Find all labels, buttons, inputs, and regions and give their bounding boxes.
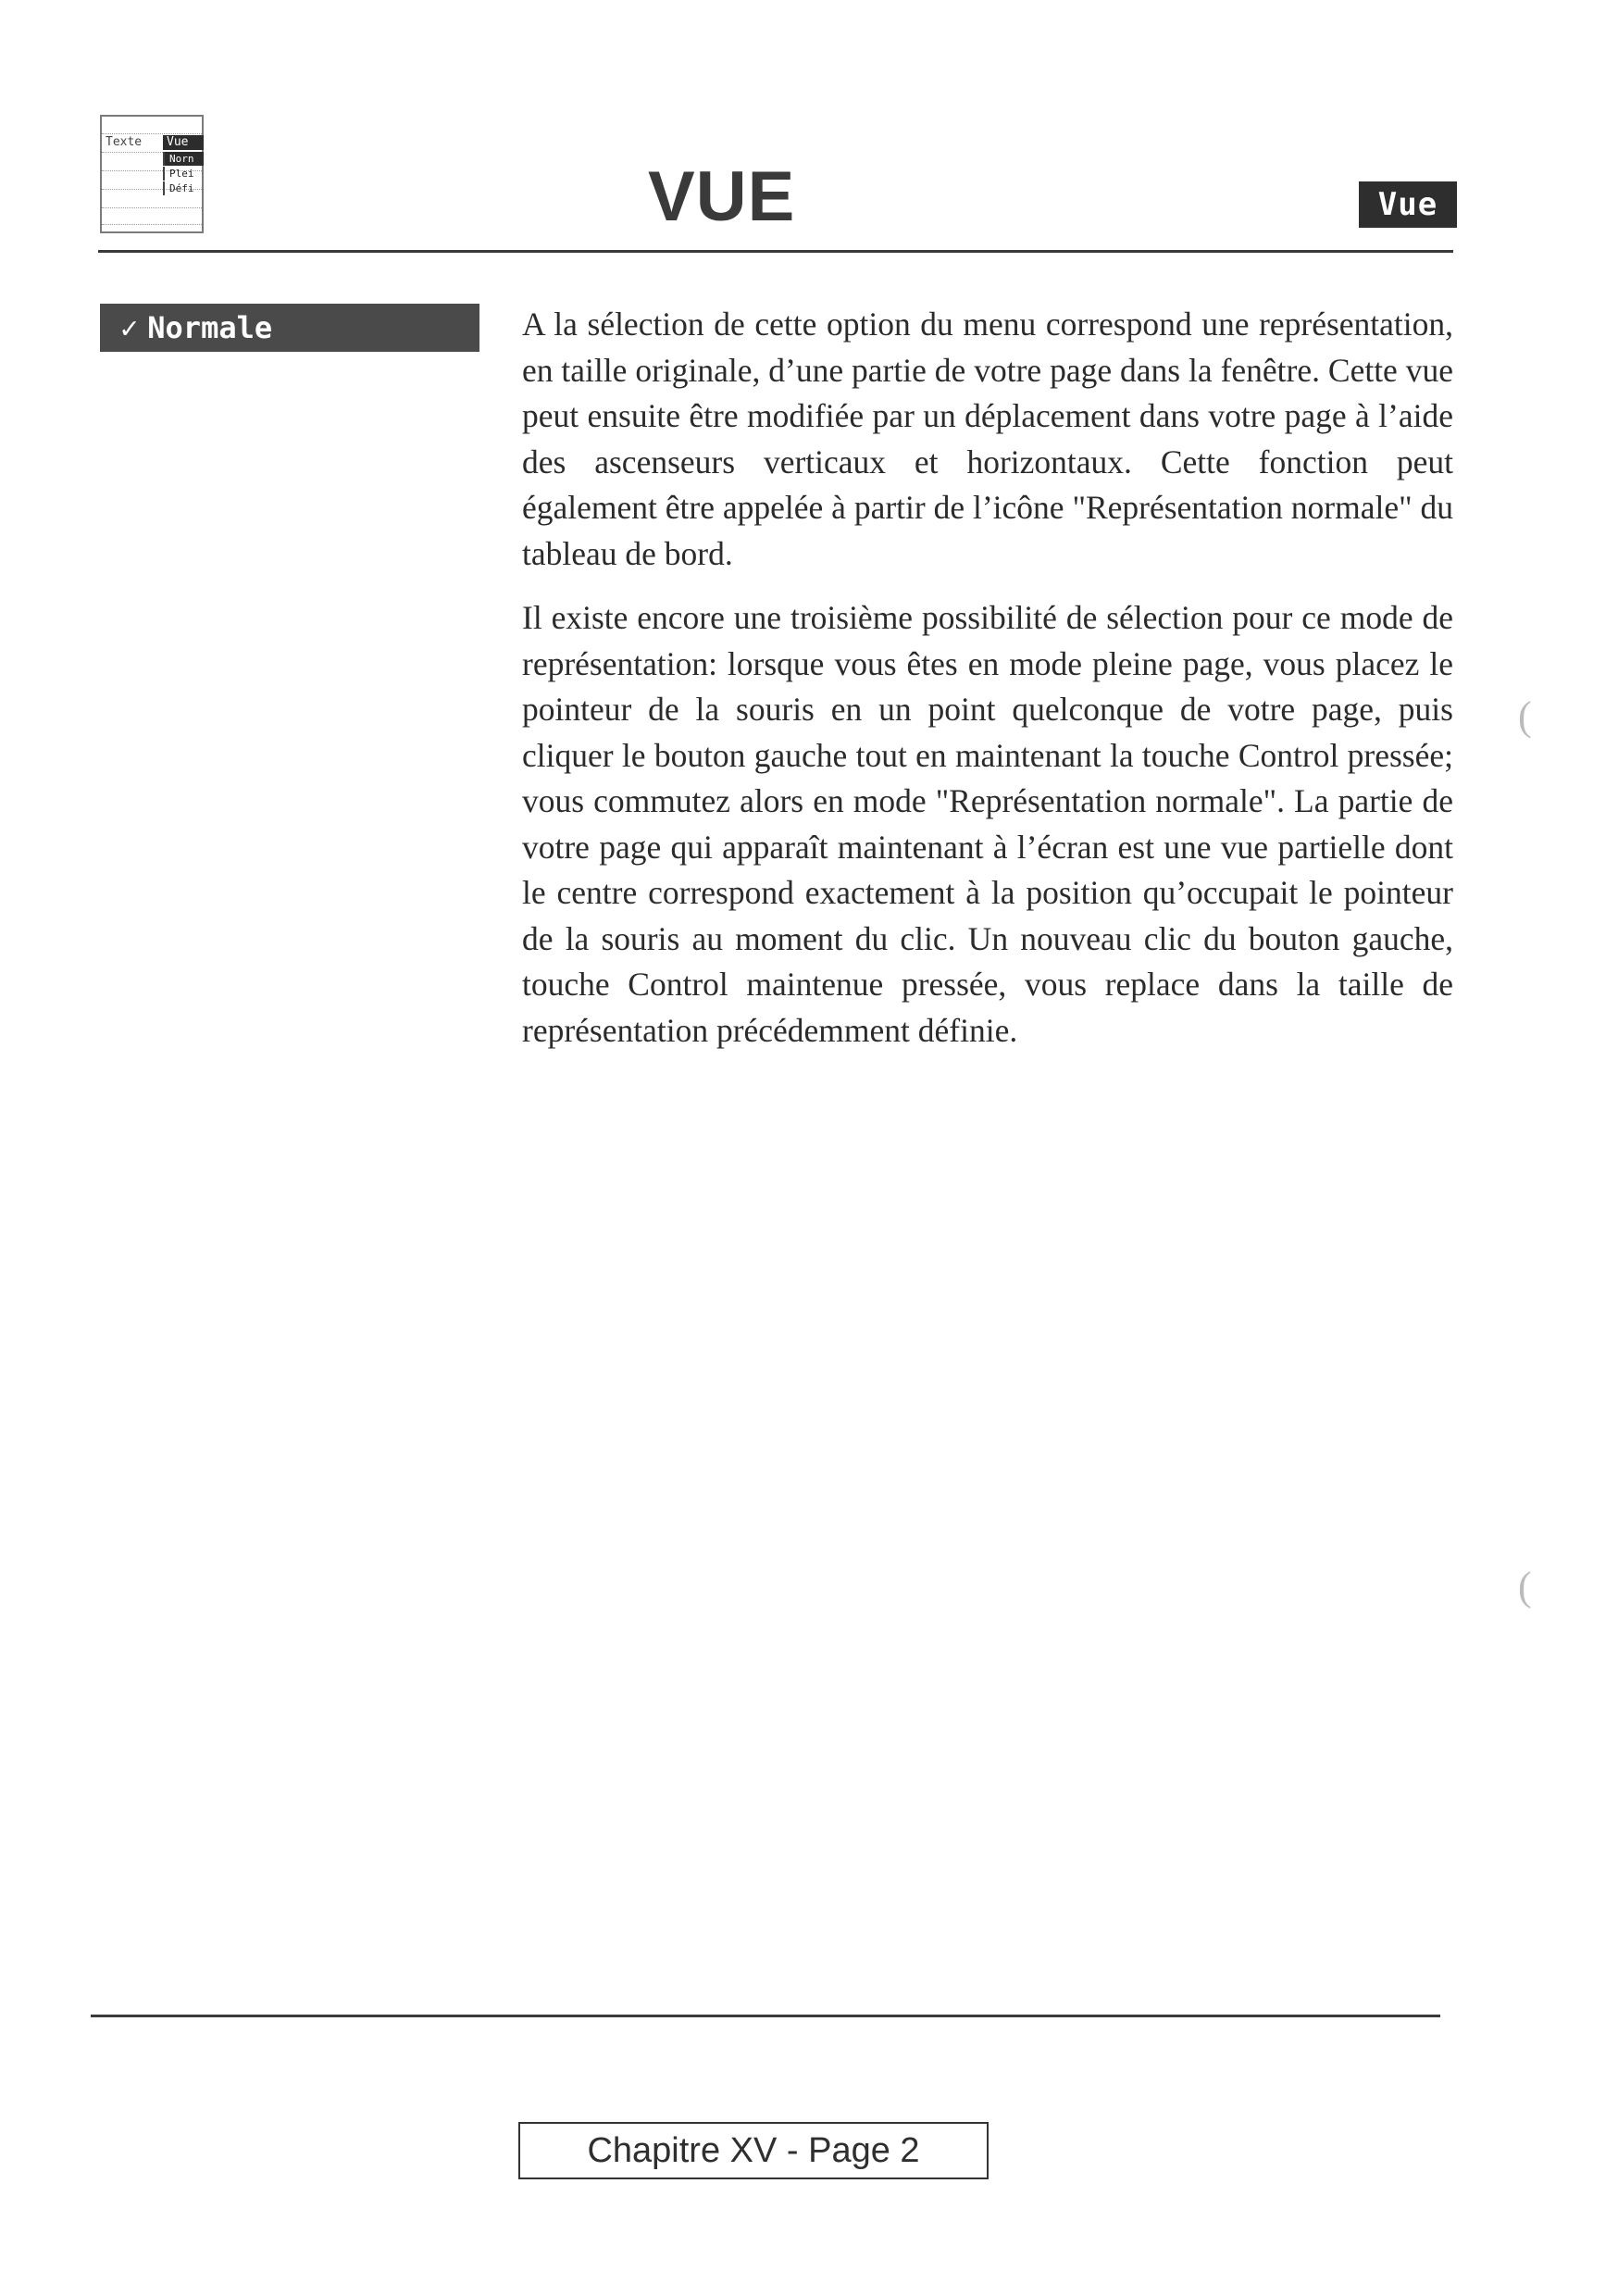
margin-mark: ( (1518, 1564, 1532, 1609)
menu-badge: Vue (1359, 181, 1457, 228)
thumbnail-menu-vue: Vue (163, 135, 204, 150)
page-title: VUE (648, 157, 796, 236)
thumbnail-divider (102, 224, 202, 225)
body-text (522, 302, 1453, 1072)
margin-mark: ( (1518, 693, 1532, 739)
thumbnail-menu-texte: Texte (106, 135, 143, 149)
thumbnail-divider (102, 207, 202, 208)
thumbnail-divider (102, 133, 202, 134)
option-tag-normale (100, 304, 479, 352)
thumbnail-item-normale: Norn (163, 152, 204, 166)
header-divider (98, 250, 1453, 253)
body-paragraph: A la sélection de cette option du menu correspond une représentation, en taille originale, d’une partie de votre page dans la fenêtre. Cette vue peut ensuite être modifiée par un déplacement dans votre page à l’aide des ascenseurs verticaux et horizontaux. Cette fonction peut également être appelée à partir de l’icône "Représentation normale" du tableau de bord. (522, 306, 1453, 572)
option-label: Normale (147, 310, 273, 345)
footer-divider (91, 2015, 1440, 2017)
thumbnail-item-pleine: Plei (163, 167, 204, 181)
body-paragraph: Il existe encore une troisième possibilité de sélection pour ce mode de représentation: lorsque vous êtes en mode pleine page, vous placez le pointeur de la souris en un point quelconque de votre page, puis cliquer le bouton gauche tout en maintenant la touche Control pressée; vous commutez alors en mode "Représentation normale". La partie de votre page qui apparaît maintenant à l’écran est une vue partielle dont le centre correspond exactement à la position qu’occupait le pointeur de la souris au moment du clic. Un nouveau clic du bouton gauche, touche Control maintenue pressée, vous replace dans la taille de représentation précédemment définie. (522, 599, 1453, 1049)
check-icon: ✓ (120, 310, 139, 345)
thumbnail-item-definie: Défi (163, 181, 204, 195)
menu-thumbnail-icon (100, 115, 204, 233)
page-number-box: Chapitre XV - Page 2 (518, 2122, 989, 2179)
